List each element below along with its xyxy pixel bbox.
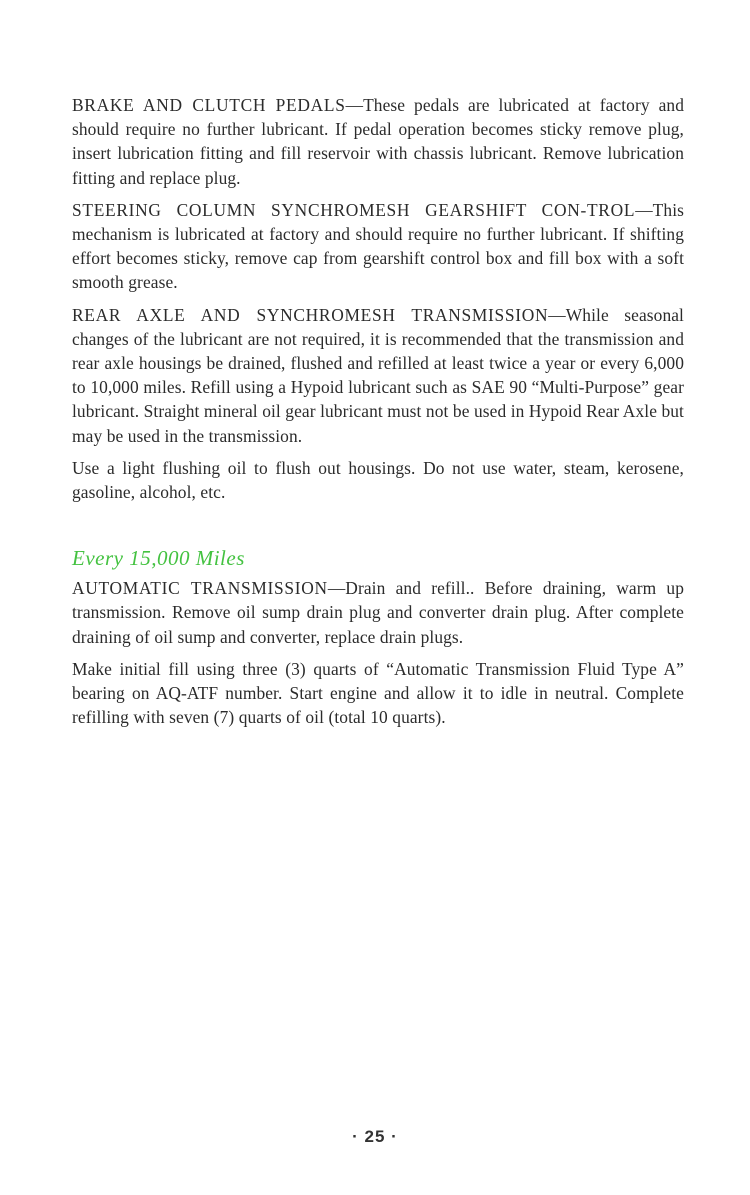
paragraph-body: Use a light flushing oil to flush out housings. Do not use water, steam, kerosene, gasoline, alcohol, etc. [72,457,684,503]
paragraph-rear-axle-transmission [72,303,684,448]
paragraph-body: —Drain and refill.. Before draining, warm up transmission. Remove oil sump drain plug and converter drain plug. After complete draining of oil sump and converter, replace drain plugs. [72,578,685,647]
paragraph-flushing-oil [72,456,684,504]
paragraph-body: —This mechanism is lubricated at factory and should require no further lubricant. If shifting effort becomes sticky, remove cap from gearshift control box and fill box with a soft smooth grease. [72,199,684,293]
paragraph-body: —While seasonal changes of the lubricant are not required, it is recommended that the transmission and rear axle housings be drained, flushed and refilled at least twice a year or every 6,000 to 10,000 miles. Refill using a Hypoid lubricant such as SAE 90 “Multi-Purpose” gear lubricant. Straight mineral oil gear lubricant must not be used in Hypoid Rear Axle but may be used in the transmission. [72,304,684,446]
paragraph-body: —These pedals are lubricated at factory and should require no further lubricant. If pedal operation becomes sticky remove plug, insert lubrication fitting and fill reservoir with chassis lubricant. Remove lubrication fitting and replace plug. [72,95,685,188]
paragraph-heading: REAR AXLE AND SYNCHROMESH TRANSMISSION [72,304,549,325]
paragraph-automatic-transmission [72,576,684,649]
paragraph-steering-column-gearshift [72,198,684,295]
paragraph-initial-fill [72,657,684,730]
paragraph-body: Make initial fill using three (3) quarts of “Automatic Transmission Fluid Type A” bearing on AQ-ATF number. Start engine and allow it to idle in neutral. Complete refilling with seven (7) quarts of oil (total 10 quarts). [72,658,684,728]
paragraph-heading: BRAKE AND CLUTCH PEDALS [72,95,346,115]
paragraph-brake-clutch-pedals [72,93,684,190]
page-number: · 25 · [352,1127,398,1146]
section-heading-every-15000-miles: Every 15,000 Miles [72,546,245,571]
paragraph-heading: STEERING COLUMN SYNCHROMESH GEARSHIFT CON-TROL [72,199,636,220]
manual-page [72,93,684,737]
paragraph-heading: AUTOMATIC TRANSMISSION [72,578,328,599]
